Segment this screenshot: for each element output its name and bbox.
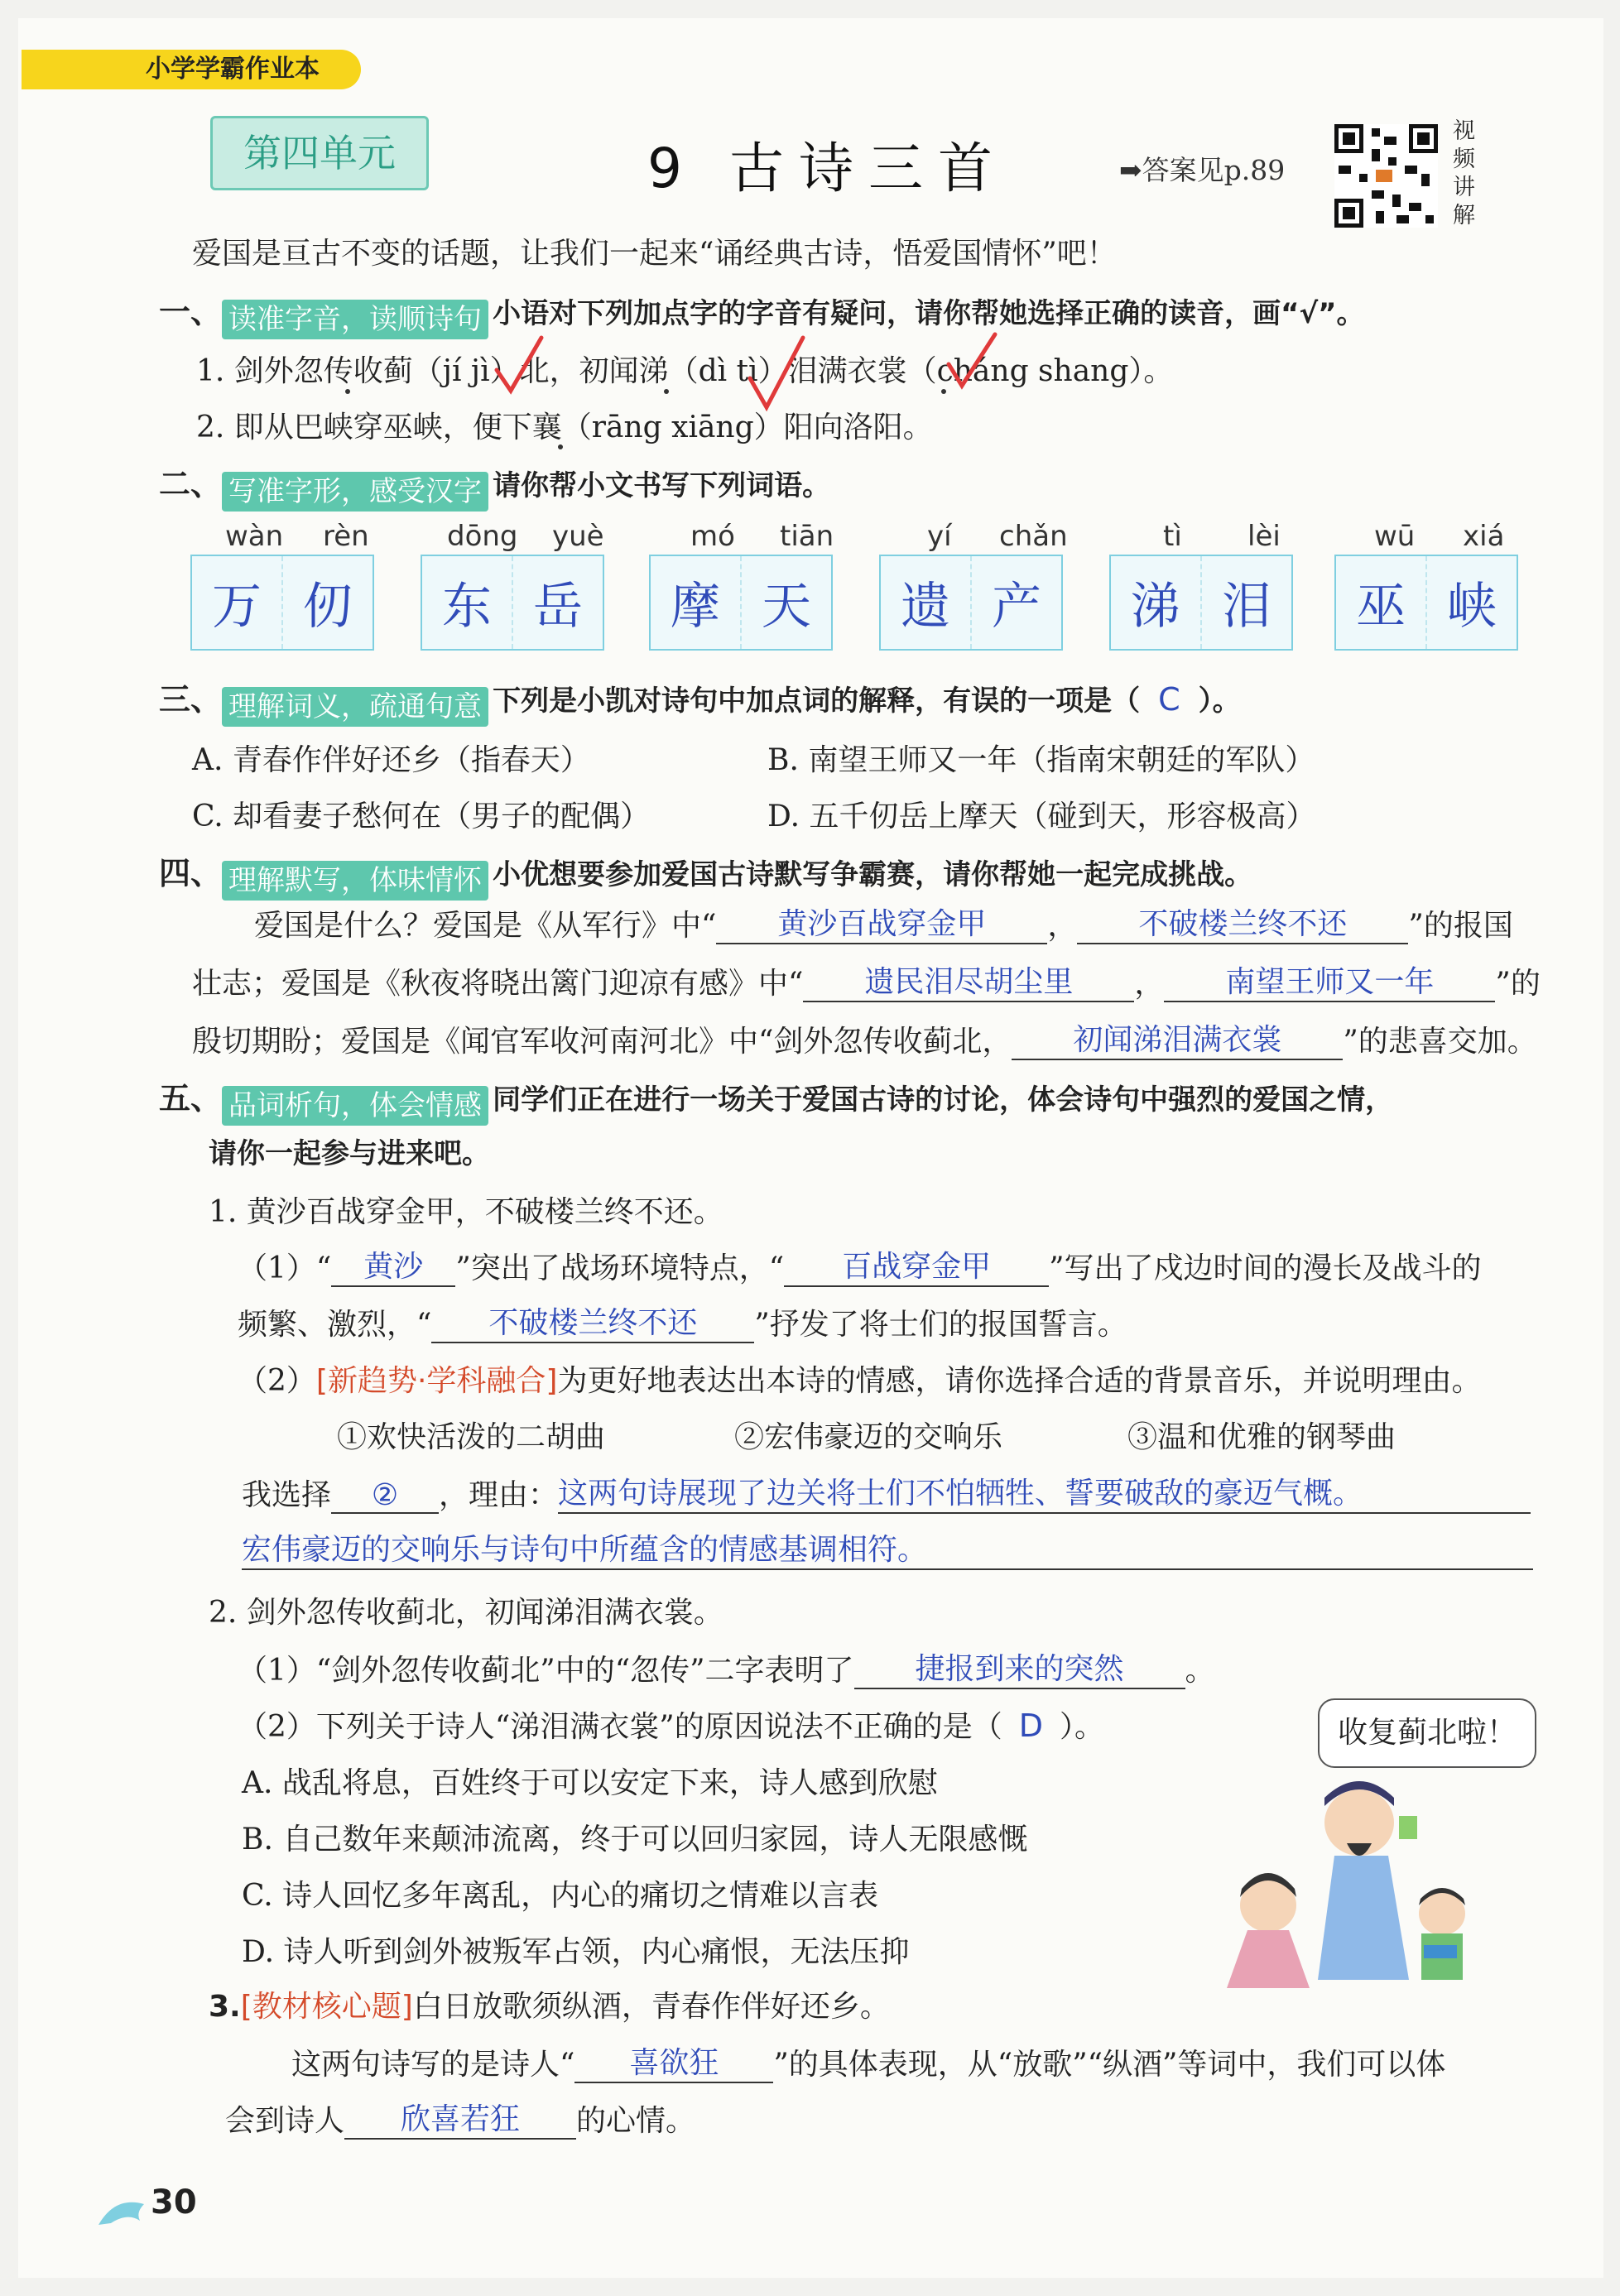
option-b: B. 南望王师又一年（指南宋朝廷的军队） — [767, 743, 1315, 777]
q2-option-d: D. 诗人听到剑外被叛军占领，内心痛恨，无法压抑 — [242, 1935, 910, 1969]
char-cell: 产 — [992, 578, 1041, 636]
topic-tag: [教材核心题] — [240, 1990, 413, 2024]
pinyin-6a: wū — [1374, 520, 1416, 553]
dictation-line-2: 壮志；爱国是《秋夜将晓出篱门迎凉有感》中“ 遗民泪尽胡尘里 ， 南望王师又一年 ”的 — [192, 958, 1541, 1002]
answer-blank: 这两句诗展现了边关将士们不怕牺牲、誓要破敌的豪迈气概。 — [558, 1470, 1531, 1514]
reason-line-2 — [242, 1526, 1533, 1570]
cartoon-poet-illustration — [1202, 1765, 1475, 1996]
char-cell: 东 — [422, 556, 513, 649]
intro-text: 爱国是亘古不变的话题，让我们一起来“诵经典古诗，悟爱国情怀”吧！ — [192, 237, 1117, 271]
checkmark-icon — [490, 333, 548, 399]
dolphin-icon — [94, 2192, 152, 2233]
answer-blank: 喜欲狂 — [574, 2039, 773, 2083]
section-prompt: 同学们正在进行一场关于爱国古诗的讨论，体会诗句中强烈的爱国之情， — [493, 1083, 1394, 1117]
char-box-6 — [1334, 555, 1518, 651]
char-box-3 — [649, 555, 833, 651]
section-3-heading — [159, 674, 1241, 727]
pinyin-3b: tiān — [780, 520, 834, 553]
pinyin-2a: dōng — [447, 520, 518, 553]
q2-option-b: B. 自己数年来颠沛流离，终于可以回归家园，诗人无限感慨 — [242, 1823, 1028, 1856]
q2-title: 2. 剑外忽传收蓟北，初闻涕泪满衣裳。 — [209, 1596, 723, 1630]
option-c: C. 却看妻子愁何在（男子的配偶） — [192, 800, 651, 833]
option-d: D. 五千仞岳上摩天（碰到天，形容极高） — [767, 800, 1316, 833]
answer-blank: 初闻涕泪满衣裳 — [1012, 1016, 1343, 1060]
pinyin-5a: tì — [1163, 520, 1182, 553]
section-1-heading — [159, 286, 1364, 339]
section-number: 四、 — [159, 855, 223, 891]
char-cell: 仞 — [303, 578, 353, 636]
char-cell: 岳 — [533, 578, 583, 636]
answer-blank: 捷报到来的突然 — [854, 1645, 1185, 1689]
char-cell: 摩 — [651, 556, 742, 649]
workbook-page — [18, 18, 1603, 2278]
section-prompt: 小优想要参加爱国古诗默写争霸赛，请你帮她一起完成挑战。 — [493, 858, 1253, 891]
q1-sub1-line2: 频繁、激烈，“ 不破楼兰终不还 ”抒发了将士们的报国誓言。 — [238, 1299, 1127, 1343]
section-tag: 品词析句，体会情感 — [222, 1086, 488, 1126]
answer-blank: 宏伟豪迈的交响乐与诗句中所蕴含的情感基调相符。 — [242, 1526, 1533, 1570]
pinyin-2b: yuè — [552, 520, 604, 553]
pinyin-4b: chǎn — [999, 520, 1068, 553]
section-prompt: 下列是小凯对诗句中加点词的解释，有误的一项是（ — [493, 684, 1141, 718]
dictation-line-1: 爱国是什么？爱国是《从军行》中“ 黄沙百战穿金甲 ， 不破楼兰终不还 ”的报国 — [254, 901, 1513, 944]
pinyin-question-1: 1. 剑外忽传收蓟（jí jì）北，初闻涕（dì tì）泪满衣裳（cháng shang）。 — [196, 354, 1174, 388]
answer-blank: 不破楼兰终不还 — [431, 1299, 754, 1343]
unit-label: 第四单元 — [210, 116, 429, 190]
q1-title: 1. 黄沙百战穿金甲，不破楼兰终不还。 — [209, 1195, 723, 1229]
char-box-4 — [879, 555, 1063, 651]
option-a: A. 青春作伴好还乡（指春天） — [192, 743, 590, 777]
section-2-heading — [159, 459, 830, 512]
video-explain-label: 视频讲解 — [1453, 118, 1475, 228]
char-box-5 — [1109, 555, 1293, 651]
section-number: 五、 — [159, 1080, 223, 1117]
answer-blank: 百战穿金甲 — [784, 1243, 1049, 1287]
handwritten-answer: D — [1018, 1708, 1043, 1744]
q1-sub1-line1: （1）“ 黄沙 ”突出了战场环境特点，“ 百战穿金甲 ”写出了戍边时间的漫长及战斗的 — [238, 1243, 1482, 1287]
answer-blank: 南望王师又一年 — [1164, 958, 1495, 1002]
q1-sub2: （2）[新趋势·学科融合]为更好地表达出本诗的情感，请你选择合适的背景音乐，并说明理由。 — [238, 1364, 1482, 1398]
section-tag: 读准字音，读顺诗句 — [222, 300, 488, 339]
section-tag: 理解词义，疏通句意 — [222, 687, 488, 727]
handwritten-answer: C — [1158, 681, 1180, 718]
topic-tag: [新趋势·学科融合] — [315, 1364, 558, 1398]
answer-blank: ② — [331, 1478, 439, 1514]
answer-blank: 欣喜若狂 — [344, 2096, 576, 2140]
q2-sub2: （2）下列关于诗人“涕泪满衣裳”的原因说法不正确的是（ D ）。 — [238, 1708, 1104, 1744]
speech-bubble: 收复蓟北啦！ — [1318, 1698, 1536, 1768]
section-prompt-end: ）。 — [1198, 684, 1241, 718]
q3-line1: 这两句诗写的是诗人“ 喜欲狂 ”的具体表现，从“放歌”“纵酒”等词中，我们可以体 — [291, 2039, 1445, 2083]
section-number: 三、 — [159, 681, 223, 718]
pinyin-5b: lèi — [1247, 520, 1281, 553]
lesson-title: 9 古诗三首 — [647, 137, 1007, 200]
pinyin-1a: wàn — [225, 520, 284, 553]
pinyin-question-2: 2. 即从巴峡穿巫峡，便下襄（rāng xiāng）阳向洛阳。 — [196, 411, 933, 444]
q3-title-line: 3.[教材核心题]白日放歌须纵酒，青春作伴好还乡。 — [209, 1990, 890, 2024]
book-name-tab: 小学学霸作业本 — [22, 50, 361, 89]
section-number: 一、 — [159, 294, 223, 330]
answer-reference: ➡答案见p.89 — [1119, 154, 1286, 186]
pinyin-6b: xiá — [1463, 520, 1505, 553]
music-option-2: ②宏伟豪迈的交响乐 — [734, 1420, 1003, 1454]
section-tag: 理解默写，体味情怀 — [222, 861, 488, 901]
music-option-3: ③温和优雅的钢琴曲 — [1127, 1420, 1396, 1454]
char-box-1 — [190, 555, 374, 651]
page-number: 30 — [151, 2183, 197, 2222]
music-option-1: ①欢快活泼的二胡曲 — [337, 1420, 606, 1454]
section-prompt-cont: 请你一起参与进来吧。 — [209, 1137, 490, 1170]
char-cell: 巫 — [1336, 556, 1427, 649]
q3-line2: 会到诗人 欣喜若狂 的心情。 — [225, 2096, 695, 2140]
char-box-2 — [421, 555, 604, 651]
section-prompt: 请你帮小文书写下列词语。 — [493, 469, 831, 502]
pinyin-1b: rèn — [323, 520, 369, 553]
q2-option-c: C. 诗人回忆多年离乱，内心的痛切之情难以言表 — [242, 1879, 879, 1913]
section-5-heading — [159, 1073, 1393, 1126]
section-prompt: 小语对下列加点字的字音有疑问，请你帮她选择正确的读音，画“√”。 — [493, 297, 1365, 330]
answer-blank: 不破楼兰终不还 — [1077, 901, 1408, 944]
answer-blank: 黄沙 — [331, 1243, 455, 1287]
pinyin-3a: mó — [690, 520, 735, 553]
char-cell: 天 — [762, 578, 811, 636]
section-tag: 写准字形，感受汉字 — [222, 472, 488, 512]
section-number: 二、 — [159, 466, 223, 502]
char-cell: 泪 — [1222, 578, 1271, 636]
dictation-line-3: 殷切期盼；爱国是《闻官军收河南河北》中“剑外忽传收蓟北， 初闻涕泪满衣裳 ”的悲喜交加。 — [192, 1016, 1537, 1060]
choice-line: 我选择 ② ，理由：这两句诗展现了边关将士们不怕牺牲、誓要破敌的豪迈气概。 — [242, 1470, 1531, 1514]
q2-sub1: （1）“剑外忽传收蓟北”中的“忽传”二字表明了 捷报到来的突然 。 — [238, 1645, 1215, 1689]
checkmark-icon — [743, 333, 810, 415]
qr-code-icon[interactable] — [1334, 124, 1438, 228]
char-cell: 涕 — [1111, 556, 1202, 649]
char-cell: 峡 — [1447, 578, 1497, 636]
answer-blank: 黄沙百战穿金甲 — [716, 901, 1047, 944]
checkmark-icon — [944, 331, 1002, 397]
char-cell: 遗 — [881, 556, 972, 649]
char-cell: 万 — [192, 556, 283, 649]
pinyin-4a: yí — [927, 520, 952, 553]
section-4-heading — [159, 848, 1252, 901]
q2-option-a: A. 战乱将息，百姓终于可以安定下来，诗人感到欣慰 — [242, 1766, 938, 1800]
answer-blank: 遗民泪尽胡尘里 — [803, 958, 1134, 1002]
